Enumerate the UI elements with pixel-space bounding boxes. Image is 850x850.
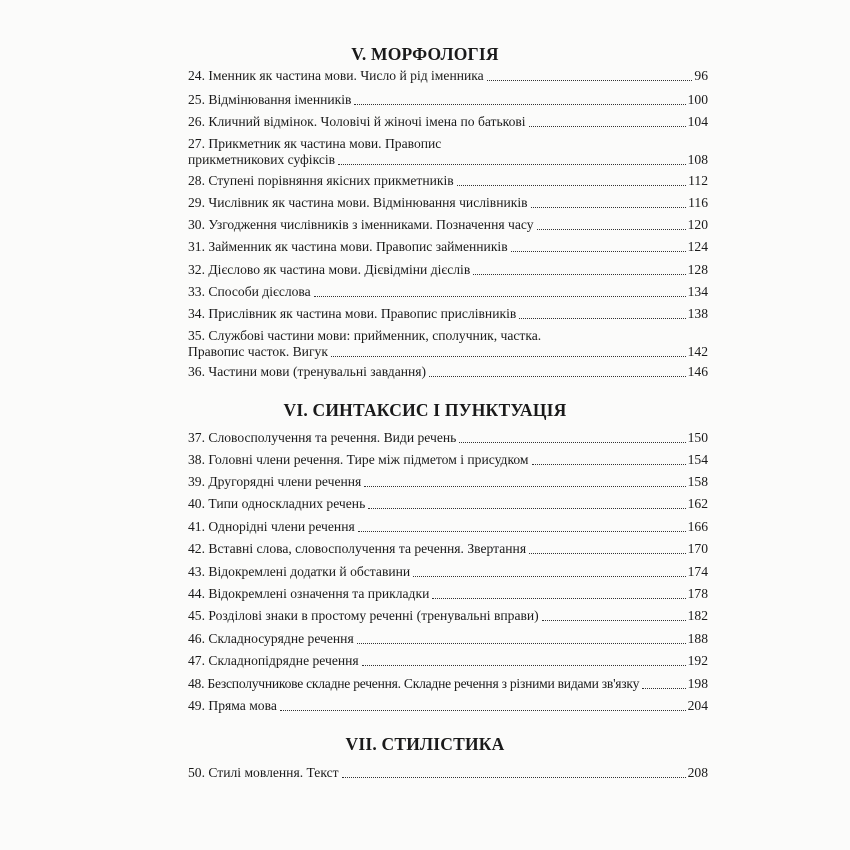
entry-title: 26. Кличний відмінок. Чоловічі й жіночі імена по батькові [188,114,526,129]
entry-page: 112 [688,173,708,188]
entry-title: 30. Узгодження числівників з іменниками. Позначення часу [188,217,534,232]
dot-leader [542,620,686,621]
entry-title: 49. Пряма мова [188,698,277,713]
entry-page: 138 [687,306,708,321]
toc-entry [188,136,708,168]
entry-title: Правопис часток. Вигук [188,344,328,359]
dot-leader [459,442,685,443]
entry-title: 34. Прислівник як частина мови. Правопис прислівників [188,306,517,321]
toc-entry [188,430,708,446]
entry-page: 192 [687,653,708,668]
entry-page: 208 [687,765,708,780]
entry-page: 204 [687,698,708,713]
entry-title: 38. Головні члени речення. Тире між підметом і присудком [188,452,529,467]
toc-entry [188,519,708,535]
toc-entry [188,239,708,255]
entry-page: 128 [687,262,708,277]
dot-leader [338,164,686,165]
entry-title: 48. Безсполучникове складне речення. Складне речення з різними видами зв'язку [188,676,640,691]
entry-title: 43. Відокремлені додатки й обставини [188,564,411,579]
dot-leader [357,643,686,644]
entry-page: 158 [687,474,708,489]
toc-entry [188,306,708,322]
dot-leader [532,464,686,465]
dot-leader [531,207,687,208]
entry-title: 41. Однорідні члени речення [188,519,355,534]
entry-title: 32. Дієслово як частина мови. Дієвідміни дієслів [188,262,471,277]
entry-page: 150 [687,430,708,445]
dot-leader [342,777,686,778]
dot-leader [519,318,685,319]
toc-entry [188,284,708,300]
toc-entry [188,328,708,360]
entry-title: 42. Вставні слова, словосполучення та речення. Звертання [188,541,527,556]
dot-leader [529,126,686,127]
entry-title: прикметникових суфіксів [188,152,336,167]
entry-page: 154 [687,452,708,467]
entry-title: 44. Відокремлені означення та прикладки [188,586,430,601]
dot-leader [358,531,686,532]
toc-entry [188,173,708,189]
dot-leader [487,80,693,81]
entry-page: 182 [687,608,708,623]
entry-title: 33. Способи дієслова [188,284,311,299]
entry-page: 96 [694,68,708,83]
toc-entry [188,195,708,211]
entry-title: 45. Розділові знаки в простому реченні (тренувальні вправи) [188,608,539,623]
section-heading-stylistics: VII. СТИЛІСТИКА [345,734,505,754]
entry-page: 108 [687,152,708,167]
toc-entry [188,698,708,714]
entry-page: 116 [688,195,708,210]
entry-page: 120 [687,217,708,232]
dot-leader [457,185,686,186]
toc-entry [188,452,708,468]
entry-page: 174 [687,564,708,579]
entry-title: 24. Іменник як частина мови. Число й рід іменника [188,68,484,83]
entry-title: 37. Словосполучення та речення. Види речень [188,430,457,445]
entry-page: 166 [687,519,708,534]
entry-title: 46. Складносурядне речення [188,631,354,646]
dot-leader [537,229,686,230]
dot-leader [529,553,686,554]
toc-entry [188,676,708,692]
entry-page: 134 [687,284,708,299]
toc-entry [188,68,708,84]
section-heading-syntax: VI. СИНТАКСИС І ПУНКТУАЦІЯ [283,400,567,420]
dot-leader [413,576,685,577]
dot-leader [473,274,685,275]
toc-entry [188,541,708,557]
entry-page: 142 [687,344,708,359]
toc-entry [188,474,708,490]
dot-leader [368,508,685,509]
toc-entry [188,496,708,512]
dot-leader [429,376,686,377]
section-heading-morphology: V. МОРФОЛОГІЯ [351,44,499,64]
toc-entry [188,564,708,580]
entry-page: 124 [687,239,708,254]
toc-entry [188,114,708,130]
dot-leader [511,251,686,252]
entry-title: 50. Стилі мовлення. Текст [188,765,339,780]
dot-leader [642,688,685,689]
entry-page: 188 [687,631,708,646]
entry-title: 31. Займенник як частина мови. Правопис займенників [188,239,508,254]
dot-leader [364,486,685,487]
entry-page: 170 [687,541,708,556]
toc-entry [188,765,708,781]
entry-title-first-line: 35. Службові частини мови: прийменник, сполучник, частка. [188,328,542,343]
entry-page: 162 [687,496,708,511]
toc-entry [188,653,708,669]
toc-entry [188,92,708,108]
dot-leader [314,296,686,297]
dot-leader [432,598,685,599]
entry-title: 39. Другорядні члени речення [188,474,362,489]
dot-leader [354,104,685,105]
toc-entry [188,217,708,233]
entry-page: 178 [687,586,708,601]
entry-title: 28. Ступені порівняння якісних прикметників [188,173,454,188]
toc-entry [188,586,708,602]
entry-page: 198 [687,676,708,691]
entry-page: 104 [687,114,708,129]
dot-leader [362,665,686,666]
entry-page: 100 [687,92,708,107]
entry-title: 47. Складнопідрядне речення [188,653,359,668]
dot-leader [331,356,686,357]
entry-title: 29. Числівник як частина мови. Відмінювання числівників [188,195,528,210]
toc-entry [188,631,708,647]
entry-title: 25. Відмінювання іменників [188,92,352,107]
toc-entry [188,608,708,624]
entry-title: 40. Типи односкладних речень [188,496,366,511]
entry-title-first-line: 27. Прикметник як частина мови. Правопис [188,136,442,151]
entry-page: 146 [687,364,708,379]
toc-entry [188,364,708,380]
toc-entry [188,262,708,278]
dot-leader [280,710,686,711]
entry-title: 36. Частини мови (тренувальні завдання) [188,364,427,379]
